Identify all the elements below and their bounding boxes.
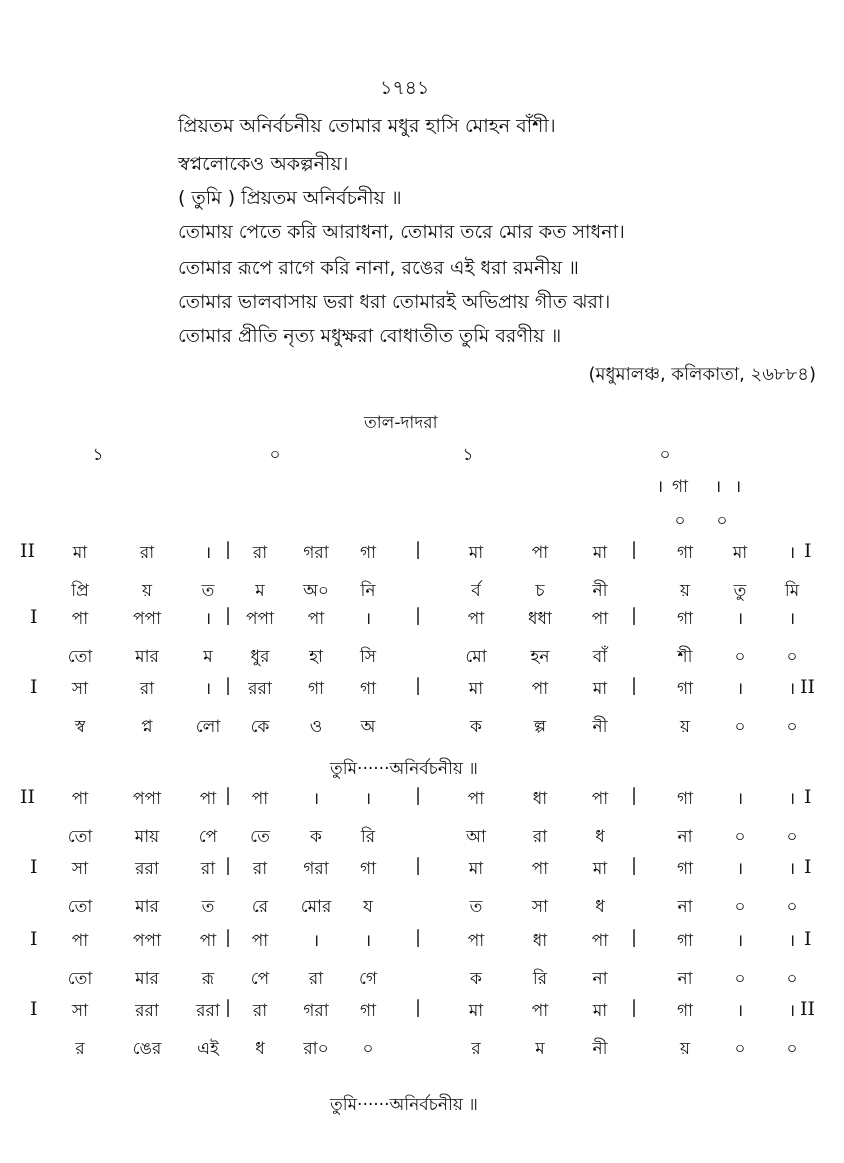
lyric-cell: ধ [255, 1039, 265, 1059]
vibhag-divider: | [414, 785, 422, 806]
lyric-line: তোমার প্রীতি নৃত্য মধুক্ষরা বোধাতীত তুমি বরণীয় ॥ [178, 325, 562, 347]
lyric-cell: ০ [786, 897, 798, 917]
lyric-cell: ০ [734, 969, 746, 989]
note-cell: । [364, 931, 372, 951]
note-cell: পা [531, 1001, 549, 1021]
lyric-cell: রা০ [303, 1039, 329, 1059]
note-cell: গা [359, 859, 377, 879]
intro-note: । [734, 477, 742, 497]
lyric-cell: না [592, 969, 608, 989]
lyric-line: তোমার রূপে রাগে করি নানা, রঙের এই ধরা রমনীয় ॥ [178, 257, 579, 279]
lyric-cell: হা [309, 647, 323, 667]
lyric-cell: হন [530, 647, 550, 667]
lyric-cell: না [677, 827, 693, 847]
lyric-line: ( তুমি ) প্রিয়তম অনির্বচনীয় ॥ [178, 187, 402, 209]
note-cell: ররা [135, 1001, 159, 1021]
note-cell: পা [71, 789, 89, 809]
lyric-cell: এই [197, 1039, 219, 1059]
note-cell: । [312, 931, 320, 951]
note-cell: রা [139, 543, 155, 563]
lyric-cell: রে [251, 897, 269, 917]
note-cell: মা [592, 859, 608, 879]
note-cell: পা [199, 789, 217, 809]
note-cell: পপা [132, 609, 162, 629]
note-cell: । [312, 789, 320, 809]
note-cell: পা [71, 931, 89, 951]
vibhag-divider: | [414, 605, 422, 626]
lyric-cell: য় [679, 581, 691, 601]
source-citation: (মধুমালঞ্চ, কলিকাতা, ২৬৮৮৪) [588, 364, 816, 385]
lyric-cell: য [363, 897, 373, 917]
note-cell: পা [531, 679, 549, 699]
note-cell: । [204, 679, 212, 699]
lyric-cell: অ০ [303, 581, 329, 601]
note-cell: পা [531, 859, 549, 879]
note-cell: ররা [196, 1001, 220, 1021]
lyric-cell: লো [195, 717, 221, 737]
vibhag-divider: | [630, 605, 638, 626]
lyric-cell: য় [141, 581, 153, 601]
note-cell: মা [592, 1001, 608, 1021]
lyric-cell: ০ [786, 717, 798, 737]
note-cell: গা [676, 543, 694, 563]
note-cell: গা [676, 1001, 694, 1021]
note-cell: সা [71, 679, 89, 699]
intro-lyric: ০ [674, 511, 686, 531]
vibhag-divider: | [224, 539, 232, 560]
vibhag-divider: | [224, 605, 232, 626]
lyric-cell: নী [592, 1039, 608, 1059]
end-barline: I [804, 540, 812, 562]
lyric-cell: রূ [201, 969, 215, 989]
note-cell: গা [359, 679, 377, 699]
lyric-cell: ০ [786, 969, 798, 989]
beat-mark: ১ [462, 445, 474, 465]
note-cell: গা [676, 679, 694, 699]
note-cell: গরা [303, 859, 329, 879]
lyric-cell: ০ [786, 1039, 798, 1059]
lyric-cell: ধ [595, 897, 605, 917]
beat-mark: ১ [92, 445, 104, 465]
lyric-cell: ম [255, 581, 265, 601]
note-cell: । [788, 679, 796, 699]
vibhag-divider: | [224, 675, 232, 696]
lyric-cell: না [677, 969, 693, 989]
lyric-cell: স্ব [74, 717, 86, 737]
note-cell: মা [468, 859, 484, 879]
lyric-cell: ০ [786, 827, 798, 847]
lyric-cell: তু [733, 581, 747, 601]
intro-note: । [714, 477, 722, 497]
lyric-cell: তো [67, 647, 93, 667]
refrain-line: তুমি······অনির্বচনীয় ॥ [330, 759, 478, 779]
start-barline: I [30, 856, 38, 878]
note-cell: পা [531, 543, 549, 563]
vibhag-divider: | [414, 539, 422, 560]
start-barline: I [30, 606, 38, 628]
lyric-cell: মায় [134, 827, 160, 847]
note-cell: পা [591, 931, 609, 951]
note-cell: গা [359, 1001, 377, 1021]
note-cell: রা [139, 679, 155, 699]
note-cell: গা [307, 679, 325, 699]
lyric-cell: ও [309, 717, 323, 737]
note-cell: রা [200, 859, 216, 879]
lyric-cell: ত [469, 897, 483, 917]
vibhag-divider: | [630, 785, 638, 806]
lyric-cell: পে [198, 827, 218, 847]
lyric-cell: ০ [734, 647, 746, 667]
lyric-cell: ০ [734, 897, 746, 917]
lyric-cell: ০ [786, 647, 798, 667]
lyric-cell: রি [532, 969, 548, 989]
note-cell: মা [592, 679, 608, 699]
lyric-cell: নী [592, 717, 608, 737]
lyric-cell: মার [135, 897, 159, 917]
lyric-line: প্রিয়তম অনির্বচনীয় তোমার মধুর হাসি মোহন বাঁশী। [178, 115, 556, 137]
note-cell: গরা [303, 543, 329, 563]
lyric-cell: রা [308, 969, 324, 989]
lyric-cell: ম [535, 1039, 545, 1059]
lyric-cell: অ [360, 717, 376, 737]
note-cell: পা [251, 931, 269, 951]
beat-mark: ০ [269, 445, 281, 465]
note-cell: ররা [135, 859, 159, 879]
vibhag-divider: | [630, 927, 638, 948]
note-cell: পপা [132, 789, 162, 809]
lyric-cell: তো [67, 827, 93, 847]
note-cell: গা [676, 609, 694, 629]
note-cell: । [204, 543, 212, 563]
lyric-cell: র [471, 1039, 481, 1059]
intro-note: । [656, 477, 664, 497]
lyric-line: তোমায় পেতে করি আরাধনা, তোমার তরে মোর কত সাধনা। [178, 221, 625, 243]
lyric-cell: মো [465, 647, 487, 667]
note-cell: । [204, 609, 212, 629]
page-number: ১৭৪১ [380, 77, 430, 99]
tala-title: তাল-দাদরা [364, 413, 438, 433]
lyric-cell: নি [360, 581, 376, 601]
note-cell: পা [591, 609, 609, 629]
lyric-cell: ঙের [132, 1039, 162, 1059]
lyric-cell: ত [201, 897, 215, 917]
lyric-cell: র্ব [471, 581, 481, 601]
note-cell: সা [71, 859, 89, 879]
note-cell: গরা [303, 1001, 329, 1021]
lyric-cell: ক [470, 969, 482, 989]
end-barline: I [804, 928, 812, 950]
vibhag-divider: | [224, 997, 232, 1018]
vibhag-divider: | [414, 855, 422, 876]
lyric-line: তোমার ভালবাসায় ভরা ধরা তোমারই অভিপ্রায় গীত ঝরা। [178, 291, 611, 313]
note-cell: রা [252, 859, 268, 879]
note-cell: পা [467, 931, 485, 951]
note-cell: গা [676, 789, 694, 809]
lyric-cell: পে [250, 969, 270, 989]
lyric-cell: র [75, 1039, 85, 1059]
note-cell: । [736, 931, 744, 951]
lyric-cell: ক [470, 717, 482, 737]
note-cell: ধধা [528, 609, 552, 629]
lyric-cell: ০ [734, 1039, 746, 1059]
note-cell: । [736, 679, 744, 699]
lyric-cell: না [677, 897, 693, 917]
note-cell: মা [468, 679, 484, 699]
vibhag-divider: | [630, 997, 638, 1018]
lyric-cell: ত [201, 581, 215, 601]
lyric-cell: ০ [362, 1039, 374, 1059]
note-cell: । [736, 789, 744, 809]
note-cell: পা [467, 789, 485, 809]
lyric-cell: কে [250, 717, 270, 737]
lyric-cell: মি [784, 581, 800, 601]
note-cell: গা [676, 859, 694, 879]
lyric-cell: মোর [300, 897, 332, 917]
lyric-cell: প্রি [71, 581, 89, 601]
note-cell: পপা [132, 931, 162, 951]
note-cell: পা [307, 609, 325, 629]
note-cell: পপা [245, 609, 275, 629]
vibhag-divider: | [630, 675, 638, 696]
lyric-cell: মার [135, 647, 159, 667]
start-barline: I [30, 998, 38, 1020]
start-barline: II [20, 786, 36, 808]
lyric-cell: সা [531, 897, 549, 917]
vibhag-divider: | [224, 855, 232, 876]
note-cell: ধা [532, 789, 548, 809]
lyric-cell: ধুর [250, 647, 270, 667]
lyric-cell: ধ [595, 827, 605, 847]
vibhag-divider: | [224, 927, 232, 948]
note-cell: মা [732, 543, 748, 563]
vibhag-divider: | [414, 675, 422, 696]
vibhag-divider: | [630, 539, 638, 560]
vibhag-divider: | [224, 785, 232, 806]
intro-note: গা [671, 477, 689, 497]
lyric-cell: তো [67, 969, 93, 989]
note-cell: সা [71, 1001, 89, 1021]
note-cell: । [364, 609, 372, 629]
vibhag-divider: | [630, 855, 638, 876]
lyric-cell: ০ [734, 827, 746, 847]
note-cell: রা [252, 543, 268, 563]
lyric-cell: রা [532, 827, 548, 847]
note-cell: । [736, 609, 744, 629]
note-cell: । [736, 859, 744, 879]
note-cell: রা [252, 1001, 268, 1021]
lyric-line: স্বপ্নলোকেও অকল্পনীয়। [178, 153, 349, 175]
lyric-cell: ০ [734, 717, 746, 737]
lyric-cell: মার [135, 969, 159, 989]
vibhag-divider: | [414, 927, 422, 948]
note-cell: ধা [532, 931, 548, 951]
note-cell: গা [359, 543, 377, 563]
lyric-cell: য় [679, 1039, 691, 1059]
lyric-cell: ক [310, 827, 322, 847]
start-barline: I [30, 676, 38, 698]
lyric-cell: বাঁ [592, 647, 608, 667]
lyric-cell: তে [250, 827, 270, 847]
note-cell: । [788, 789, 796, 809]
start-barline: I [30, 928, 38, 950]
note-cell: মা [468, 543, 484, 563]
lyric-cell: প্ন [141, 717, 153, 737]
note-cell: পা [71, 609, 89, 629]
end-barline: I [804, 856, 812, 878]
lyric-cell: রি [360, 827, 376, 847]
end-barline: II [800, 998, 816, 1020]
lyric-cell: সি [359, 647, 377, 667]
lyric-cell: ল্প [533, 717, 547, 737]
end-barline: II [800, 676, 816, 698]
note-cell: মা [72, 543, 88, 563]
note-cell: ররা [248, 679, 272, 699]
note-cell: পা [251, 789, 269, 809]
note-cell: মা [592, 543, 608, 563]
note-cell: পা [591, 789, 609, 809]
lyric-cell: গে [358, 969, 378, 989]
end-barline: I [804, 786, 812, 808]
note-cell: গা [676, 931, 694, 951]
note-cell: । [788, 543, 796, 563]
lyric-cell: তো [67, 897, 93, 917]
start-barline: II [20, 540, 36, 562]
lyric-cell: শী [677, 647, 693, 667]
note-cell: । [788, 609, 796, 629]
lyric-cell: আ [466, 827, 486, 847]
lyric-cell: য় [679, 717, 691, 737]
note-cell: পা [467, 609, 485, 629]
refrain-line: তুমি······অনির্বচনীয় ॥ [330, 1095, 478, 1115]
note-cell: পা [199, 931, 217, 951]
note-cell: । [788, 859, 796, 879]
beat-mark: ০ [659, 445, 671, 465]
note-cell: । [788, 931, 796, 951]
note-cell: । [736, 1001, 744, 1021]
lyric-cell: চ [535, 581, 545, 601]
note-cell: । [788, 1001, 796, 1021]
note-cell: । [364, 789, 372, 809]
vibhag-divider: | [414, 997, 422, 1018]
lyric-cell: নী [592, 581, 608, 601]
lyric-cell: ম [203, 647, 213, 667]
note-cell: মা [468, 1001, 484, 1021]
intro-lyric: ০ [716, 511, 728, 531]
